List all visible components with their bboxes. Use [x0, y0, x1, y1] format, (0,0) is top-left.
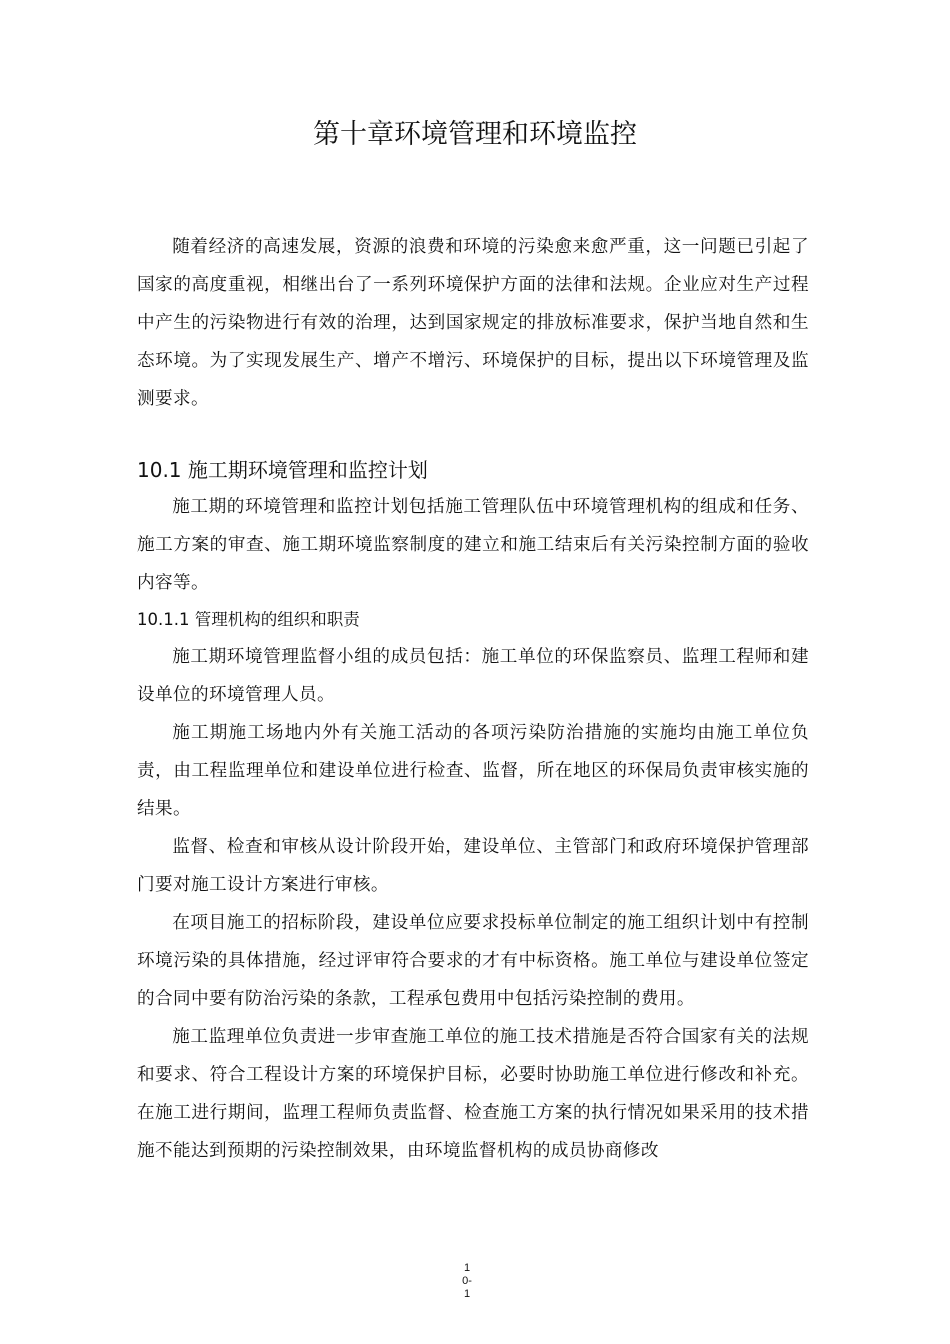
body-paragraph: 施工期环境管理监督小组的成员包括：施工单位的环保监察员、监理工程师和建设单位的环境管理人员。 — [137, 647, 809, 705]
page-number-line: 1 — [463, 1262, 471, 1274]
section-paragraph: 施工期的环境管理和监控计划包括施工管理队伍中环境管理机构的组成和任务、施工方案的审查、施工期环境监察制度的建立和施工结束后有关污染控制方面的验收内容等。 — [137, 497, 809, 593]
document-body — [137, 228, 809, 1170]
subsection-heading: 10.1.1 管理机构的组织和职责 — [137, 610, 360, 629]
section-heading: 10.1 施工期环境管理和监控计划 — [137, 458, 428, 482]
page-number — [452, 1262, 482, 1301]
page-title: 第十章环境管理和环境监控 — [313, 119, 637, 150]
body-paragraph: 在项目施工的招标阶段，建设单位应要求投标单位制定的施工组织计划中有控制环境污染的具体措施，经过评审符合要求的才有中标资格。施工单位与建设单位签定的合同中要有防治污染的条款，工程承包费用中包括污染控制的费用。 — [137, 913, 809, 1009]
body-paragraph: 施工期施工场地内外有关施工活动的各项污染防治措施的实施均由施工单位负责，由工程监理单位和建设单位进行检查、监督，所在地区的环保局负责审核实施的结果。 — [137, 723, 809, 819]
page-number-line: 0- — [462, 1275, 472, 1287]
body-paragraph: 施工监理单位负责进一步审查施工单位的施工技术措施是否符合国家有关的法规和要求、符合工程设计方案的环境保护目标，必要时协助施工单位进行修改和补充。在施工进行期间，监理工程师负责监督、检查施工方案的执行情况如果采用的技术措施不能达到预期的污染控制效果，由环境监督机构的成员协商修改 — [137, 1027, 809, 1161]
page-number-line: 1 — [463, 1288, 471, 1300]
intro-paragraph: 随着经济的高速发展，资源的浪费和环境的污染愈来愈严重，这一问题已引起了国家的高度重视，相继出台了一系列环境保护方面的法律和法规。企业应对生产过程中产生的污染物进行有效的治理，达到国家规定的排放标准要求，保护当地自然和生态环境。为了实现发展生产、增产不增污、环境保护的目标，提出以下环境管理及监测要求。 — [137, 237, 809, 409]
body-paragraph: 监督、检查和审核从设计阶段开始，建设单位、主管部门和政府环境保护管理部门要对施工设计方案进行审核。 — [137, 837, 809, 895]
